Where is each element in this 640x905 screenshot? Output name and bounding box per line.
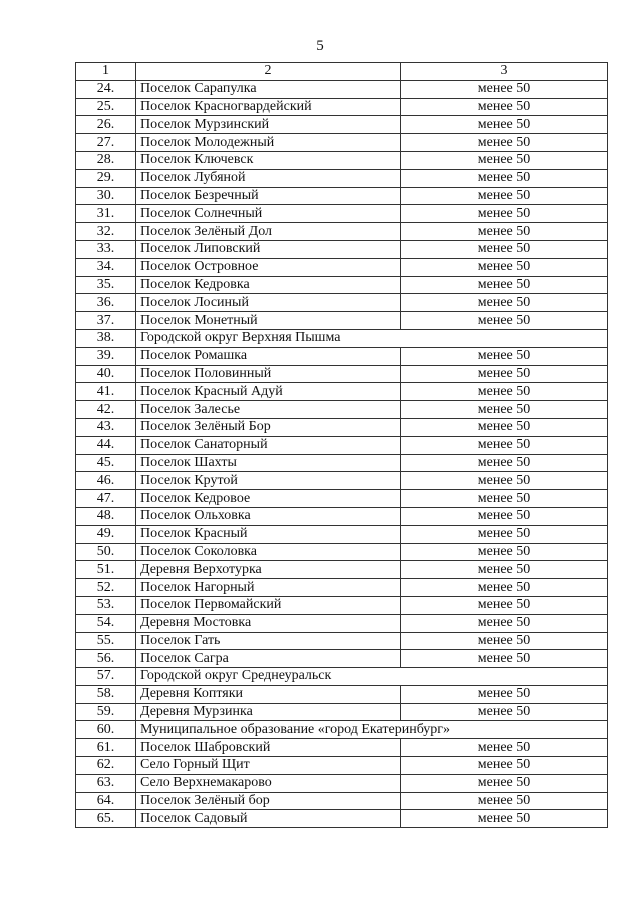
population-value: менее 50 xyxy=(401,757,608,775)
settlement-name: Поселок Сагра xyxy=(136,650,401,668)
population-value: менее 50 xyxy=(401,614,608,632)
table-row xyxy=(76,579,608,597)
row-number: 46. xyxy=(76,472,136,490)
table-row xyxy=(76,401,608,419)
row-number: 65. xyxy=(76,810,136,828)
settlement-name: Поселок Солнечный xyxy=(136,205,401,223)
table-row xyxy=(76,757,608,775)
table-row xyxy=(76,169,608,187)
table-row xyxy=(76,240,608,258)
settlement-name: Поселок Крутой xyxy=(136,472,401,490)
row-number: 47. xyxy=(76,490,136,508)
table-row xyxy=(76,543,608,561)
table-row xyxy=(76,294,608,312)
column-header-1: 1 xyxy=(76,63,136,81)
settlement-name: Поселок Лосиный xyxy=(136,294,401,312)
page-number: 5 xyxy=(316,38,324,54)
table-row xyxy=(76,614,608,632)
population-value: менее 50 xyxy=(401,151,608,169)
population-value: менее 50 xyxy=(401,703,608,721)
row-number: 33. xyxy=(76,240,136,258)
population-value: менее 50 xyxy=(401,490,608,508)
settlement-name: Поселок Кедровое xyxy=(136,490,401,508)
row-number: 50. xyxy=(76,543,136,561)
population-value: менее 50 xyxy=(401,258,608,276)
settlement-name: Поселок Красный Адуй xyxy=(136,383,401,401)
settlement-name: Поселок Садовый xyxy=(136,810,401,828)
population-value: менее 50 xyxy=(401,561,608,579)
settlement-name: Поселок Санаторный xyxy=(136,436,401,454)
row-number: 59. xyxy=(76,703,136,721)
settlement-name: Поселок Зелёный Дол xyxy=(136,223,401,241)
group-row xyxy=(76,668,608,686)
population-value: менее 50 xyxy=(401,365,608,383)
row-number: 26. xyxy=(76,116,136,134)
row-number: 63. xyxy=(76,774,136,792)
table-row xyxy=(76,650,608,668)
table-row xyxy=(76,436,608,454)
table-row xyxy=(76,365,608,383)
settlement-name: Поселок Липовский xyxy=(136,240,401,258)
settlement-name: Поселок Соколовка xyxy=(136,543,401,561)
population-value: менее 50 xyxy=(401,347,608,365)
population-value: менее 50 xyxy=(401,454,608,472)
row-number: 53. xyxy=(76,596,136,614)
row-number: 42. xyxy=(76,401,136,419)
settlement-name: Поселок Сарапулка xyxy=(136,80,401,98)
table-row xyxy=(76,561,608,579)
population-value: менее 50 xyxy=(401,401,608,419)
population-value: менее 50 xyxy=(401,472,608,490)
row-number: 24. xyxy=(76,80,136,98)
table-row xyxy=(76,347,608,365)
population-value: менее 50 xyxy=(401,240,608,258)
row-number: 60. xyxy=(76,721,136,739)
population-value: менее 50 xyxy=(401,223,608,241)
settlement-name: Поселок Монетный xyxy=(136,312,401,330)
population-value: менее 50 xyxy=(401,98,608,116)
row-number: 27. xyxy=(76,134,136,152)
row-number: 25. xyxy=(76,98,136,116)
group-row xyxy=(76,721,608,739)
settlement-name: Поселок Первомайский xyxy=(136,596,401,614)
population-value: менее 50 xyxy=(401,507,608,525)
population-value: менее 50 xyxy=(401,543,608,561)
population-value: менее 50 xyxy=(401,810,608,828)
population-value: менее 50 xyxy=(401,436,608,454)
table-row xyxy=(76,80,608,98)
row-number: 57. xyxy=(76,668,136,686)
row-number: 28. xyxy=(76,151,136,169)
population-value: менее 50 xyxy=(401,774,608,792)
settlement-name: Поселок Красногвардейский xyxy=(136,98,401,116)
table-row xyxy=(76,134,608,152)
settlement-name: Поселок Шахты xyxy=(136,454,401,472)
table-row xyxy=(76,98,608,116)
table-row xyxy=(76,774,608,792)
settlement-name: Поселок Залесье xyxy=(136,401,401,419)
population-value: менее 50 xyxy=(401,134,608,152)
population-value: менее 50 xyxy=(401,792,608,810)
row-number: 45. xyxy=(76,454,136,472)
table-row xyxy=(76,187,608,205)
settlements-table xyxy=(75,62,608,828)
table-row xyxy=(76,490,608,508)
row-number: 43. xyxy=(76,418,136,436)
population-value: менее 50 xyxy=(401,169,608,187)
settlement-name: Деревня Верхотурка xyxy=(136,561,401,579)
population-value: менее 50 xyxy=(401,116,608,134)
population-value: менее 50 xyxy=(401,579,608,597)
row-number: 56. xyxy=(76,650,136,668)
column-header-2: 2 xyxy=(136,63,401,81)
settlement-name: Поселок Гать xyxy=(136,632,401,650)
settlement-name: Поселок Зелёный бор xyxy=(136,792,401,810)
row-number: 36. xyxy=(76,294,136,312)
table-row xyxy=(76,205,608,223)
group-row xyxy=(76,329,608,347)
table-row xyxy=(76,739,608,757)
table-row xyxy=(76,507,608,525)
population-value: менее 50 xyxy=(401,739,608,757)
table-row xyxy=(76,472,608,490)
row-number: 48. xyxy=(76,507,136,525)
settlement-name: Поселок Молодежный xyxy=(136,134,401,152)
settlement-name: Поселок Безречный xyxy=(136,187,401,205)
settlement-name: Поселок Зелёный Бор xyxy=(136,418,401,436)
table-row xyxy=(76,792,608,810)
row-number: 34. xyxy=(76,258,136,276)
settlement-name: Поселок Кедровка xyxy=(136,276,401,294)
row-number: 52. xyxy=(76,579,136,597)
table-row xyxy=(76,258,608,276)
row-number: 58. xyxy=(76,685,136,703)
row-number: 64. xyxy=(76,792,136,810)
settlement-name: Село Горный Щит xyxy=(136,757,401,775)
row-number: 44. xyxy=(76,436,136,454)
population-value: менее 50 xyxy=(401,383,608,401)
table-row xyxy=(76,151,608,169)
row-number: 55. xyxy=(76,632,136,650)
row-number: 41. xyxy=(76,383,136,401)
column-header-3: 3 xyxy=(401,63,608,81)
row-number: 40. xyxy=(76,365,136,383)
row-number: 31. xyxy=(76,205,136,223)
table-header-row xyxy=(76,63,608,81)
row-number: 61. xyxy=(76,739,136,757)
row-number: 62. xyxy=(76,757,136,775)
row-number: 49. xyxy=(76,525,136,543)
table-row xyxy=(76,223,608,241)
settlement-name: Поселок Мурзинский xyxy=(136,116,401,134)
table-row xyxy=(76,454,608,472)
settlement-name: Деревня Мостовка xyxy=(136,614,401,632)
table-row xyxy=(76,383,608,401)
row-number: 29. xyxy=(76,169,136,187)
row-number: 32. xyxy=(76,223,136,241)
settlement-name: Поселок Ключевск xyxy=(136,151,401,169)
population-value: менее 50 xyxy=(401,418,608,436)
population-value: менее 50 xyxy=(401,276,608,294)
row-number: 38. xyxy=(76,329,136,347)
table-row xyxy=(76,276,608,294)
population-value: менее 50 xyxy=(401,596,608,614)
population-value: менее 50 xyxy=(401,205,608,223)
settlement-name: Деревня Мурзинка xyxy=(136,703,401,721)
row-number: 35. xyxy=(76,276,136,294)
group-name: Городской округ Верхняя Пышма xyxy=(136,329,608,347)
group-name: Муниципальное образование «город Екатеринбург» xyxy=(136,721,608,739)
table-row xyxy=(76,525,608,543)
settlement-name: Поселок Красный xyxy=(136,525,401,543)
settlement-name: Поселок Половинный xyxy=(136,365,401,383)
settlement-name: Поселок Ромашка xyxy=(136,347,401,365)
population-value: менее 50 xyxy=(401,80,608,98)
table-body xyxy=(76,63,608,828)
settlement-name: Поселок Островное xyxy=(136,258,401,276)
table-row xyxy=(76,312,608,330)
row-number: 39. xyxy=(76,347,136,365)
table-row xyxy=(76,810,608,828)
settlement-name: Поселок Ольховка xyxy=(136,507,401,525)
group-name: Городской округ Среднеуральск xyxy=(136,668,608,686)
settlement-name: Село Верхнемакарово xyxy=(136,774,401,792)
population-value: менее 50 xyxy=(401,294,608,312)
settlement-name: Поселок Нагорный xyxy=(136,579,401,597)
population-value: менее 50 xyxy=(401,650,608,668)
settlement-name: Поселок Шабровский xyxy=(136,739,401,757)
table-row xyxy=(76,596,608,614)
population-value: менее 50 xyxy=(401,525,608,543)
population-value: менее 50 xyxy=(401,187,608,205)
row-number: 51. xyxy=(76,561,136,579)
row-number: 37. xyxy=(76,312,136,330)
table-row xyxy=(76,703,608,721)
row-number: 30. xyxy=(76,187,136,205)
table-row xyxy=(76,418,608,436)
population-value: менее 50 xyxy=(401,312,608,330)
population-value: менее 50 xyxy=(401,632,608,650)
row-number: 54. xyxy=(76,614,136,632)
table-row xyxy=(76,116,608,134)
table-row xyxy=(76,685,608,703)
table-row xyxy=(76,632,608,650)
settlement-name: Деревня Коптяки xyxy=(136,685,401,703)
population-value: менее 50 xyxy=(401,685,608,703)
settlement-name: Поселок Лубяной xyxy=(136,169,401,187)
